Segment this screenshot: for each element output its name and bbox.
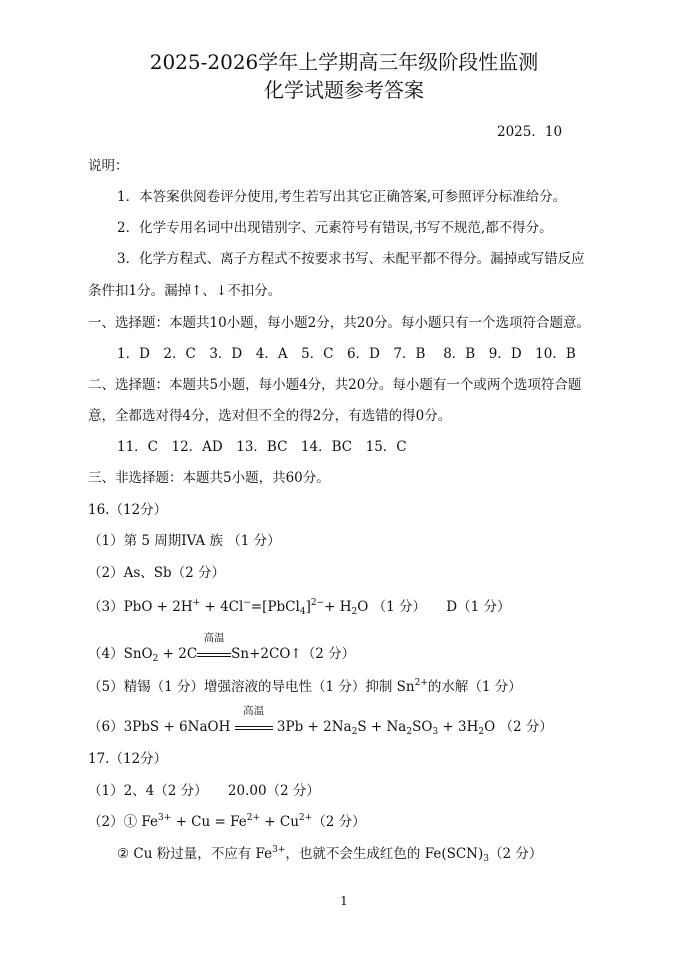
q16-p6-f: O （2 分） <box>484 719 553 735</box>
q17-p3-a: ② Cu 粉过量，不应有 Fe <box>117 846 273 862</box>
q16-part3 <box>88 599 510 615</box>
reaction-condition <box>197 632 231 662</box>
q16-p4-a-sub: 2 <box>152 654 159 664</box>
reaction-condition <box>235 705 273 735</box>
section3-heading: 三、非选择题：本题共5小题，共60分。 <box>88 470 330 486</box>
q17-p3-c: （2 分） <box>488 846 543 862</box>
q16-p6-b: 3Pb + 2Na <box>272 719 352 735</box>
q17-part3 <box>117 846 542 862</box>
note-3b: 条件扣1分。漏掉↑、↓不扣分。 <box>88 283 282 299</box>
q16-p3-c: =[PbCl <box>250 599 300 615</box>
reaction-condition-label: 高温 <box>243 705 265 717</box>
q16-p3-e: + H <box>324 599 352 615</box>
q16-heading: 16.（12分） <box>88 502 168 518</box>
page-number: 1 <box>340 894 348 908</box>
section2-heading-a: 二、选择题：本题共5小题，每小题4分，共20分。每小题有一个或两个选项符合题 <box>88 377 582 393</box>
q16-part2: （2）As、Sb（2 分） <box>88 565 226 581</box>
q16-p6-a: （6）3PbS + 6NaOH <box>88 719 235 735</box>
q16-p3-d-sup: 2− <box>310 598 325 608</box>
q16-p5-a: （5）精锡（1 分）增强溶液的导电性（1 分）抑制 Sn <box>88 679 415 695</box>
q16-p5-b: 的水解（1 分） <box>427 679 522 695</box>
q17-p2-a-sup: 3+ <box>158 813 172 823</box>
q17-p2-c: + Cu <box>260 814 299 830</box>
q17-p2-b: + Cu = Fe <box>171 814 247 830</box>
reaction-condition-label: 高温 <box>203 632 225 644</box>
note-2: 2．化学专用名词中出现错别字、元素符号有错误,书写不规范,都不得分。 <box>117 220 553 236</box>
q17-part2 <box>88 814 366 830</box>
q16-p3-d: ] <box>305 599 311 615</box>
double-line-equals <box>235 726 273 730</box>
note-3a: 3．化学方程式、离子方程式不按要求书写、未配平都不得分。漏掉或写错反应 <box>117 251 585 267</box>
notes-heading: 说明： <box>88 158 129 174</box>
q16-part4 <box>88 632 356 664</box>
doc-subtitle: 化学试题参考答案 <box>264 78 424 102</box>
q16-p3-f: O （1 分） D（1 分） <box>357 599 511 615</box>
q16-p3-a: （3）PbO + 2H <box>88 599 193 615</box>
q16-p4-c: Sn+2CO↑（2 分） <box>231 646 356 662</box>
doc-title: 2025-2026学年上学期高三年级阶段性监测 <box>149 50 539 74</box>
q17-part1: （1）2、4（2 分） 20.00（2 分） <box>88 783 320 799</box>
q16-p3-b-sup: − <box>243 598 251 608</box>
q16-p6-b-sub: 2 <box>351 727 358 737</box>
q16-part5 <box>88 679 522 695</box>
q16-p3-c-sub: 4 <box>299 607 306 617</box>
q17-p3-a-sup: 3+ <box>272 845 286 855</box>
q17-p3-b: ，也就不会生成红色的 Fe(SCN) <box>285 846 484 862</box>
note-1: 1．本答案供阅卷评分使用,考生若写出其它正确答案,可参照评分标准给分。 <box>117 189 567 205</box>
q17-p2-c-sup: 2+ <box>298 813 313 823</box>
q16-p6-c-sub: 2 <box>406 727 413 737</box>
q17-heading: 17.（12分） <box>88 751 168 767</box>
q16-p6-d: SO <box>412 719 433 735</box>
q16-part1: （1）第 5 周期IVA 族 （1 分） <box>88 533 281 549</box>
q16-p5-a-sup: 2+ <box>414 678 428 688</box>
q17-p2-d: （2 分） <box>312 814 366 830</box>
q16-p4-b: + 2C <box>158 646 198 662</box>
section1-heading: 一、选择题：本题共10小题，每小题2分，共20分。每小题只有一个选项符合题意。 <box>88 315 590 331</box>
section2-heading-b: 意，全都选对得4分，选对但不全的得2分，有选错的得0分。 <box>88 408 452 424</box>
q16-part6 <box>88 705 553 737</box>
q16-p6-e: + 3H <box>438 719 479 735</box>
q16-p3-b: + 4Cl <box>200 599 244 615</box>
q17-p2-a: （2）① Fe <box>88 814 158 830</box>
section1-answers: 1．D 2．C 3．D 4．A 5．C 6．D 7．B 8．B 9．D 10．B <box>117 346 576 362</box>
section2-answers: 11．C 12．AD 13．BC 14．BC 15．C <box>117 439 407 455</box>
q16-p6-c: S + Na <box>357 719 407 735</box>
q16-p6-e-sub: 2 <box>478 727 485 737</box>
q16-p6-d-sub: 3 <box>432 727 439 737</box>
q16-p3-e-sub: 2 <box>351 607 358 617</box>
q17-p3-b-sub: 3 <box>483 854 489 864</box>
double-line-equals <box>197 653 231 657</box>
q16-p4-a: （4）SnO <box>88 646 153 662</box>
doc-date: 2025．10 <box>497 124 563 140</box>
q17-p2-b-sup: 2+ <box>246 813 260 823</box>
q16-p3-a-sup: + <box>192 598 201 608</box>
